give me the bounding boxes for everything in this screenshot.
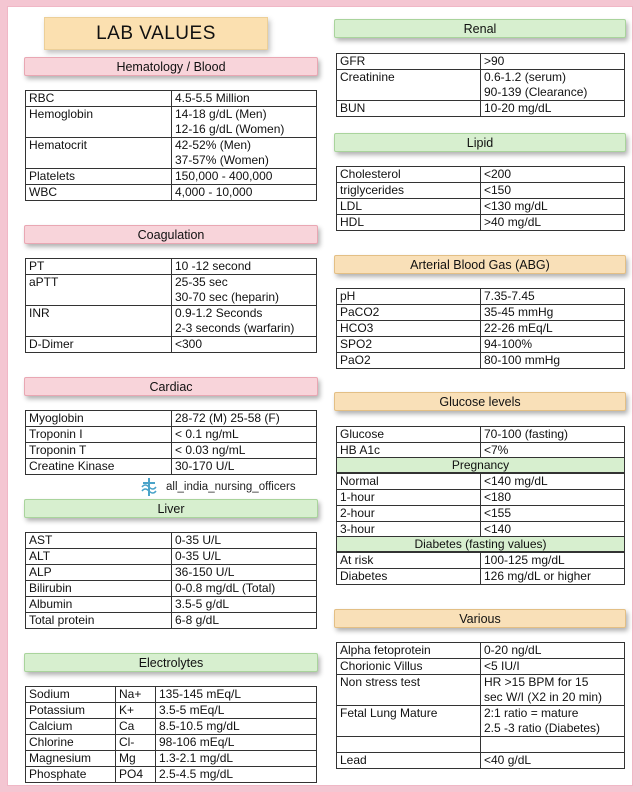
row-value: HR >15 BPM for 15 sec W/I (X2 in 20 min)	[481, 675, 625, 706]
table-row	[337, 737, 625, 753]
row-value: 6-8 g/dL	[172, 613, 317, 629]
row-value: <150	[481, 183, 625, 199]
table-row	[337, 427, 625, 443]
row-label: Glucose	[337, 427, 481, 443]
hematology-header: Hematology / Blood	[24, 57, 318, 76]
row-label: 3-hour	[337, 522, 481, 538]
table-row	[337, 183, 625, 199]
row-label: INR	[26, 306, 172, 337]
row-value: 14-18 g/dL (Men) 12-16 g/dL (Women)	[172, 107, 317, 138]
table-row	[26, 185, 317, 201]
row-label: Albumin	[26, 597, 172, 613]
table-row	[26, 719, 317, 735]
table-row	[26, 259, 317, 275]
renal-header: Renal	[334, 19, 626, 38]
row-value: Ca	[116, 719, 156, 735]
liver-header: Liver	[24, 499, 318, 518]
row-value: 35-45 mmHg	[481, 305, 625, 321]
row-value: 94-100%	[481, 337, 625, 353]
table-row	[337, 659, 625, 675]
row-label: Phosphate	[26, 767, 116, 783]
row-label: Alpha fetoprotein	[337, 643, 481, 659]
row-value: 10 -12 second	[172, 259, 317, 275]
row-value: 4.5-5.5 Million	[172, 91, 317, 107]
row-value: 0.9-1.2 Seconds 2-3 seconds (warfarin)	[172, 306, 317, 337]
row-label: BUN	[337, 101, 481, 117]
row-value: 2.5-4.5 mg/dL	[156, 767, 317, 783]
row-label: Normal	[337, 474, 481, 490]
row-label: PaCO2	[337, 305, 481, 321]
table-row	[337, 215, 625, 231]
brand-watermark	[138, 477, 296, 497]
row-value: < 0.1 ng/mL	[172, 427, 317, 443]
table-row	[26, 549, 317, 565]
row-value: 2:1 ratio = mature 2.5 -3 ratio (Diabetes)	[481, 706, 625, 737]
electrolytes-header: Electrolytes	[24, 653, 318, 672]
hematology-table	[25, 90, 317, 201]
table-row	[337, 506, 625, 522]
row-value: PO4	[116, 767, 156, 783]
row-label: Fetal Lung Mature	[337, 706, 481, 737]
row-label: pH	[337, 289, 481, 305]
table-row	[337, 675, 625, 706]
table-row	[337, 101, 625, 117]
row-value: 22-26 mEq/L	[481, 321, 625, 337]
row-label: ALT	[26, 549, 172, 565]
table-row	[26, 613, 317, 629]
glucose-header: Glucose levels	[334, 392, 626, 411]
row-label: Potassium	[26, 703, 116, 719]
row-label: Troponin I	[26, 427, 172, 443]
table-row	[337, 706, 625, 737]
table-row	[337, 643, 625, 659]
row-value: 25-35 sec 30-70 sec (heparin)	[172, 275, 317, 306]
table-row	[26, 687, 317, 703]
row-label: Hematocrit	[26, 138, 172, 169]
row-label: Chlorine	[26, 735, 116, 751]
table-row	[26, 597, 317, 613]
row-label: HB A1c	[337, 443, 481, 459]
row-value: <140 mg/dL	[481, 474, 625, 490]
row-label: Total protein	[26, 613, 172, 629]
brand-name: all_india_nursing_officers	[166, 481, 296, 493]
row-value: <40 g/dL	[481, 753, 625, 769]
table-row	[26, 767, 317, 783]
row-label: Myoglobin	[26, 411, 172, 427]
table-row	[26, 565, 317, 581]
lipid-table	[336, 166, 625, 231]
row-label: Sodium	[26, 687, 116, 703]
row-label: PT	[26, 259, 172, 275]
table-row	[337, 167, 625, 183]
row-value: 0-35 U/L	[172, 533, 317, 549]
row-label: 2-hour	[337, 506, 481, 522]
table-row	[337, 305, 625, 321]
row-value: 30-170 U/L	[172, 459, 317, 475]
row-value: K+	[116, 703, 156, 719]
page-title: LAB VALUES	[44, 17, 268, 50]
table-row	[337, 753, 625, 769]
row-label: LDL	[337, 199, 481, 215]
cardiac-header: Cardiac	[24, 377, 318, 396]
table-row	[26, 443, 317, 459]
row-label: Creatine Kinase	[26, 459, 172, 475]
table-row	[26, 581, 317, 597]
row-value: 0-35 U/L	[172, 549, 317, 565]
table-row	[26, 751, 317, 767]
row-label: Lead	[337, 753, 481, 769]
row-value: < 0.03 ng/mL	[172, 443, 317, 459]
row-value: <7%	[481, 443, 625, 459]
row-value: 0-0.8 mg/dL (Total)	[172, 581, 317, 597]
table-row	[26, 427, 317, 443]
row-label: ALP	[26, 565, 172, 581]
row-label: At risk	[337, 553, 481, 569]
table-row	[337, 353, 625, 369]
row-label: Troponin T	[26, 443, 172, 459]
row-label: HCO3	[337, 321, 481, 337]
row-label: Chorionic Villus	[337, 659, 481, 675]
row-value: 8.5-10.5 mg/dL	[156, 719, 317, 735]
row-value: 4,000 - 10,000	[172, 185, 317, 201]
table-row	[26, 138, 317, 169]
table-row	[26, 459, 317, 475]
row-label: HDL	[337, 215, 481, 231]
row-value: 10-20 mg/dL	[481, 101, 625, 117]
row-value: <200	[481, 167, 625, 183]
row-label: D-Dimer	[26, 337, 172, 353]
table-row	[26, 107, 317, 138]
table-row	[337, 474, 625, 490]
table-row	[337, 54, 625, 70]
row-value: <5 IU/I	[481, 659, 625, 675]
row-value: 3.5-5 mEq/L	[156, 703, 317, 719]
row-value: Cl-	[116, 735, 156, 751]
table-row	[337, 569, 625, 585]
row-value: 7.35-7.45	[481, 289, 625, 305]
row-value: 98-106 mEq/L	[156, 735, 317, 751]
row-label: GFR	[337, 54, 481, 70]
table-row	[26, 169, 317, 185]
various-header: Various	[334, 609, 626, 628]
row-value: 3.5-5 g/dL	[172, 597, 317, 613]
row-value: Na+	[116, 687, 156, 703]
row-label: Diabetes	[337, 569, 481, 585]
table-row	[337, 337, 625, 353]
row-value: 0.6-1.2 (serum) 90-139 (Clearance)	[481, 70, 625, 101]
table-row	[337, 553, 625, 569]
row-label: Calcium	[26, 719, 116, 735]
row-label: PaO2	[337, 353, 481, 369]
row-label: Magnesium	[26, 751, 116, 767]
table-row	[26, 275, 317, 306]
abg-header: Arterial Blood Gas (ABG)	[334, 255, 626, 274]
renal-table	[336, 53, 625, 117]
row-value: <155	[481, 506, 625, 522]
table-row	[26, 306, 317, 337]
row-label: aPTT	[26, 275, 172, 306]
cardiac-table	[25, 410, 317, 475]
row-value: <180	[481, 490, 625, 506]
row-value: <130 mg/dL	[481, 199, 625, 215]
table-row	[26, 91, 317, 107]
row-value: 28-72 (M) 25-58 (F)	[172, 411, 317, 427]
row-value: 100-125 mg/dL	[481, 553, 625, 569]
row-value	[481, 737, 625, 753]
diabetes-table	[336, 552, 625, 585]
row-label: Cholesterol	[337, 167, 481, 183]
coagulation-header: Coagulation	[24, 225, 318, 244]
table-row	[26, 735, 317, 751]
diabetes-subheader: Diabetes (fasting values)	[336, 536, 625, 552]
table-row	[337, 289, 625, 305]
table-row	[26, 411, 317, 427]
coagulation-table	[25, 258, 317, 353]
table-row	[337, 490, 625, 506]
row-value: Mg	[116, 751, 156, 767]
row-value: 150,000 - 400,000	[172, 169, 317, 185]
abg-table	[336, 288, 625, 369]
row-label: triglycerides	[337, 183, 481, 199]
row-label: Creatinine	[337, 70, 481, 101]
row-label: Hemoglobin	[26, 107, 172, 138]
row-label: Bilirubin	[26, 581, 172, 597]
row-value: <300	[172, 337, 317, 353]
row-label: RBC	[26, 91, 172, 107]
row-value: >90	[481, 54, 625, 70]
nursing-logo-icon	[138, 477, 160, 497]
row-value: >40 mg/dL	[481, 215, 625, 231]
electrolytes-table	[25, 686, 317, 783]
table-row	[337, 321, 625, 337]
row-value: 70-100 (fasting)	[481, 427, 625, 443]
row-value: 1.3-2.1 mg/dL	[156, 751, 317, 767]
table-row	[26, 703, 317, 719]
pregnancy-table	[336, 473, 625, 538]
table-row	[26, 533, 317, 549]
table-row	[26, 337, 317, 353]
row-value: 135-145 mEq/L	[156, 687, 317, 703]
glucose-table	[336, 426, 625, 459]
row-label: AST	[26, 533, 172, 549]
table-row	[337, 199, 625, 215]
row-label: Platelets	[26, 169, 172, 185]
row-label: WBC	[26, 185, 172, 201]
row-label	[337, 737, 481, 753]
row-value: 36-150 U/L	[172, 565, 317, 581]
row-label: Non stress test	[337, 675, 481, 706]
row-value: 42-52% (Men) 37-57% (Women)	[172, 138, 317, 169]
liver-table	[25, 532, 317, 629]
row-value: 126 mg/dL or higher	[481, 569, 625, 585]
row-value: <140	[481, 522, 625, 538]
lipid-header: Lipid	[334, 133, 626, 152]
pregnancy-subheader: Pregnancy	[336, 457, 625, 473]
table-row	[337, 70, 625, 101]
row-value: 0-20 ng/dL	[481, 643, 625, 659]
row-value: 80-100 mmHg	[481, 353, 625, 369]
various-table	[336, 642, 625, 769]
row-label: SPO2	[337, 337, 481, 353]
row-label: 1-hour	[337, 490, 481, 506]
